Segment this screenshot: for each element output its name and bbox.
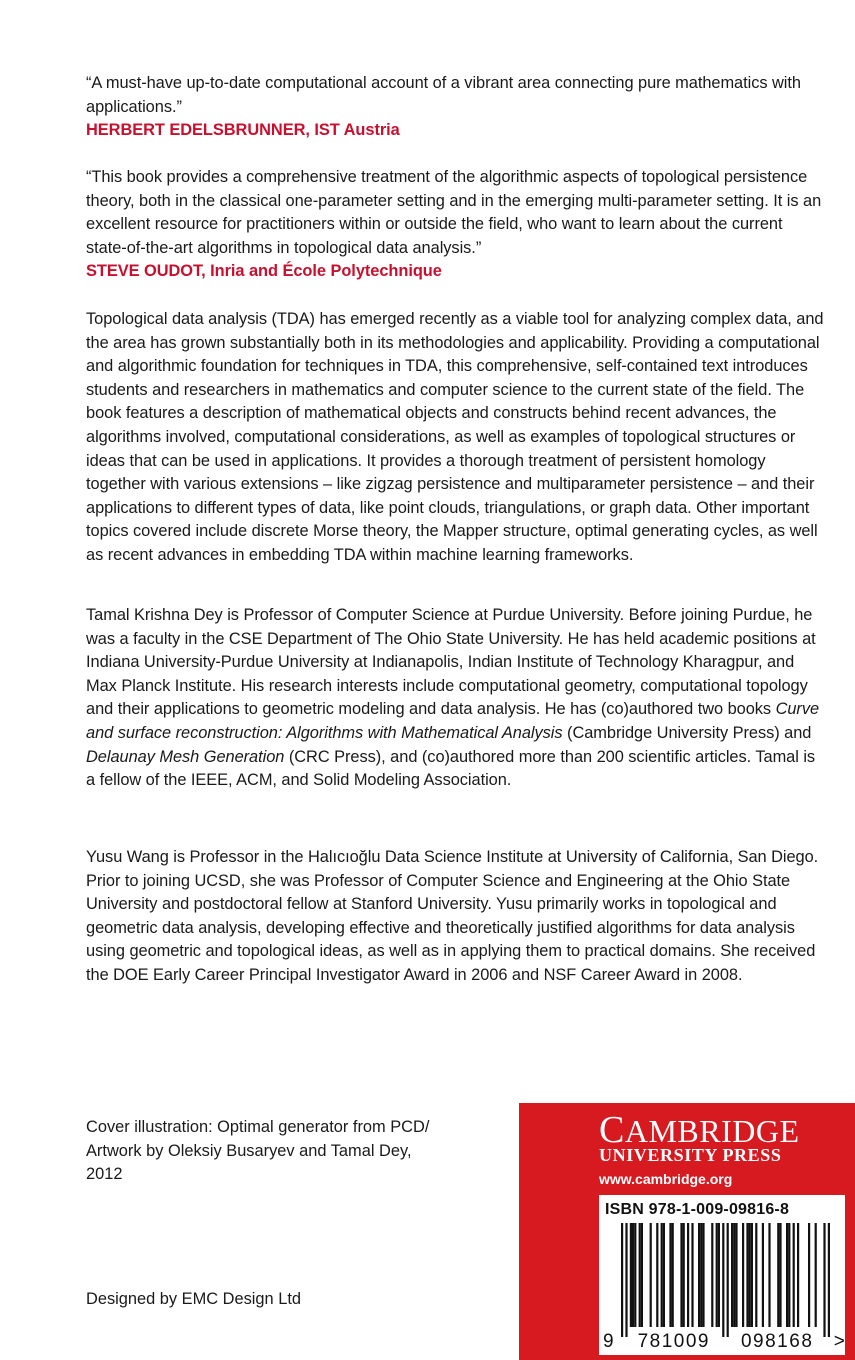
quote-attribution: HERBERT EDELSBRUNNER, IST Austria bbox=[86, 121, 400, 140]
barcode-digit-lead: 9 bbox=[602, 1331, 616, 1352]
barcode-bar bbox=[749, 1223, 751, 1327]
barcode-bar bbox=[663, 1223, 665, 1327]
bio-part: (CRC Press), and (co)authored more than 200 scientific articles. Tamal is a fellow of the IEEE, ACM, and Solid Modeling Association. bbox=[86, 747, 816, 790]
quote-attribution: STEVE OUDOT, Inria and École Polytechnique bbox=[86, 262, 442, 281]
barcode-bar bbox=[621, 1223, 623, 1337]
barcode-bar bbox=[691, 1223, 693, 1327]
bio-part: (Cambridge University Press) and bbox=[562, 723, 812, 742]
barcode-bar bbox=[700, 1223, 702, 1327]
barcode-bar bbox=[788, 1223, 790, 1327]
barcode-bar bbox=[639, 1223, 641, 1327]
book-title: Delaunay Mesh Generation bbox=[86, 747, 285, 766]
barcode-digits-left: 781009 bbox=[637, 1331, 711, 1352]
bio-text bbox=[86, 604, 826, 793]
isbn-label: ISBN 978-1-009-09816-8 bbox=[605, 1201, 790, 1218]
barcode-bar bbox=[815, 1223, 817, 1327]
author-bio-dey bbox=[86, 604, 826, 793]
book-description bbox=[86, 308, 826, 568]
barcode-bar bbox=[779, 1223, 781, 1327]
barcode-bar bbox=[687, 1223, 689, 1327]
publisher-block bbox=[519, 1103, 855, 1360]
bio-part: Tamal Krishna Dey is Professor of Computer Science at Purdue University. Before joining Purdue, he was a faculty in the CSE Department of The Ohio State University. He has held academic positions at Indiana University-Purdue University at Indianapolis, Indian Institute of Technology Kharagpur, and Max Planck Institute. His research interests include computational geometry, computational topology and their applications to geometric modeling and data analysis. He has (co)authored two books bbox=[86, 606, 816, 719]
cover-illustration-credit: Cover illustration: Optimal generator from PCD/ Artwork by Oleksiy Busaryev and Tamal Dey, 2012 bbox=[86, 1118, 430, 1184]
barcode-bar bbox=[632, 1223, 634, 1327]
barcode-bar bbox=[711, 1223, 713, 1327]
publisher-name-rest: AMBRIDGE bbox=[624, 1113, 800, 1149]
barcode-bar bbox=[656, 1223, 658, 1327]
barcode-bar bbox=[746, 1223, 748, 1327]
endorsement-quote-2 bbox=[86, 166, 826, 284]
author-bio-wang bbox=[86, 846, 826, 988]
barcode-bar bbox=[731, 1223, 733, 1327]
book-title: Curve and surface reconstruction: Algorithms with Mathematical Analysis bbox=[86, 700, 820, 742]
barcode-bar bbox=[793, 1223, 795, 1327]
barcode-bar bbox=[797, 1223, 799, 1327]
barcode-quiet-mark: > bbox=[833, 1331, 847, 1352]
barcode-bar bbox=[727, 1223, 729, 1337]
barcode-bar bbox=[630, 1223, 632, 1327]
publisher-press: UNIVERSITY PRESS bbox=[599, 1145, 782, 1165]
barcode-bar bbox=[669, 1223, 671, 1327]
barcode-bar bbox=[786, 1223, 788, 1327]
barcode-panel bbox=[599, 1195, 845, 1355]
barcode-bar bbox=[828, 1223, 830, 1337]
barcode-digits-right: 098168 bbox=[740, 1331, 814, 1352]
barcode-bar bbox=[742, 1223, 744, 1327]
barcode-bar bbox=[702, 1223, 704, 1327]
barcode-bar bbox=[823, 1223, 825, 1337]
barcode-bar bbox=[722, 1223, 724, 1337]
barcode-bar bbox=[625, 1223, 627, 1337]
publisher-name bbox=[599, 1109, 844, 1151]
barcode-bar bbox=[634, 1223, 636, 1327]
barcode-bar bbox=[661, 1223, 663, 1327]
barcode-bar bbox=[755, 1223, 757, 1327]
barcode-bar bbox=[716, 1223, 718, 1327]
quote-text: “A must-have up-to-date computational account of a vibrant area connecting pure mathematics with applications.” bbox=[86, 74, 801, 116]
barcode-bar bbox=[768, 1223, 770, 1327]
endorsement-quote-1 bbox=[86, 72, 826, 143]
barcode-bar bbox=[683, 1223, 685, 1327]
isbn-barcode bbox=[599, 1221, 845, 1353]
publisher-initial: C bbox=[599, 1109, 625, 1151]
barcode-bar bbox=[672, 1223, 674, 1327]
barcode-bar bbox=[698, 1223, 700, 1327]
bio-text: Yusu Wang is Professor in the Halıcıoğlu Data Science Institute at University of California, San Diego. Prior to joining UCSD, she was Professor of Computer Science and Engineering at the Ohio State University and postdoctoral fellow at Stanford University. Yusu primarily works in topological and geometric data analysis, developing effective and theoretically justified algorithms for data analysis using geometric and topological ideas, as well as in applying them to practical domains. She received the DOE Early Career Principal Investigator Award in 2006 and NSF Career Award in 2008. bbox=[86, 848, 819, 984]
barcode-bar bbox=[751, 1223, 753, 1327]
barcode-bar bbox=[641, 1223, 643, 1327]
barcode-bar bbox=[718, 1223, 720, 1327]
barcode-bar bbox=[733, 1223, 735, 1327]
design-credit: Designed by EMC Design Ltd bbox=[86, 1290, 302, 1308]
quote-text: “This book provides a comprehensive treatment of the algorithmic aspects of topological persistence theory, both in the classical one-parameter setting and in the emerging multi-parameter setting. It is an excellent resource for practitioners within or outside the field, who want to learn about the current state-of-the-art algorithms in topological data analysis.” bbox=[86, 168, 822, 257]
barcode-bar bbox=[735, 1223, 737, 1327]
publisher-url: www.cambridge.org bbox=[599, 1171, 733, 1187]
barcode-bar bbox=[777, 1223, 779, 1327]
barcode-bar bbox=[650, 1223, 652, 1327]
barcode-bar bbox=[762, 1223, 764, 1327]
barcode-bar bbox=[680, 1223, 682, 1327]
description-text: Topological data analysis (TDA) has emerged recently as a viable tool for analyzing complex data, and the area has grown substantially both in its methodologies and applicability. Providing a computational and algorithmic foundation for techniques in TDA, this comprehensive, self-contained text introduces students and researchers in mathematics and computer science to the current state of the field. The book features a description of mathematical objects and constructs behind recent advances, the algorithms involved, computational considerations, as well as examples of topological structures or ideas that can be used in applications. It provides a thorough treatment of persistent homology together with various extensions – like zigzag persistence and multiparameter persistence – and their applications to different types of data, like point clouds, triangulations, or graph data. Other important topics covered include discrete Morse theory, the Mapper structure, optimal generating cycles, as well as recent advances in embedding TDA within machine learning frameworks. bbox=[86, 310, 824, 564]
barcode-bar bbox=[808, 1223, 810, 1327]
